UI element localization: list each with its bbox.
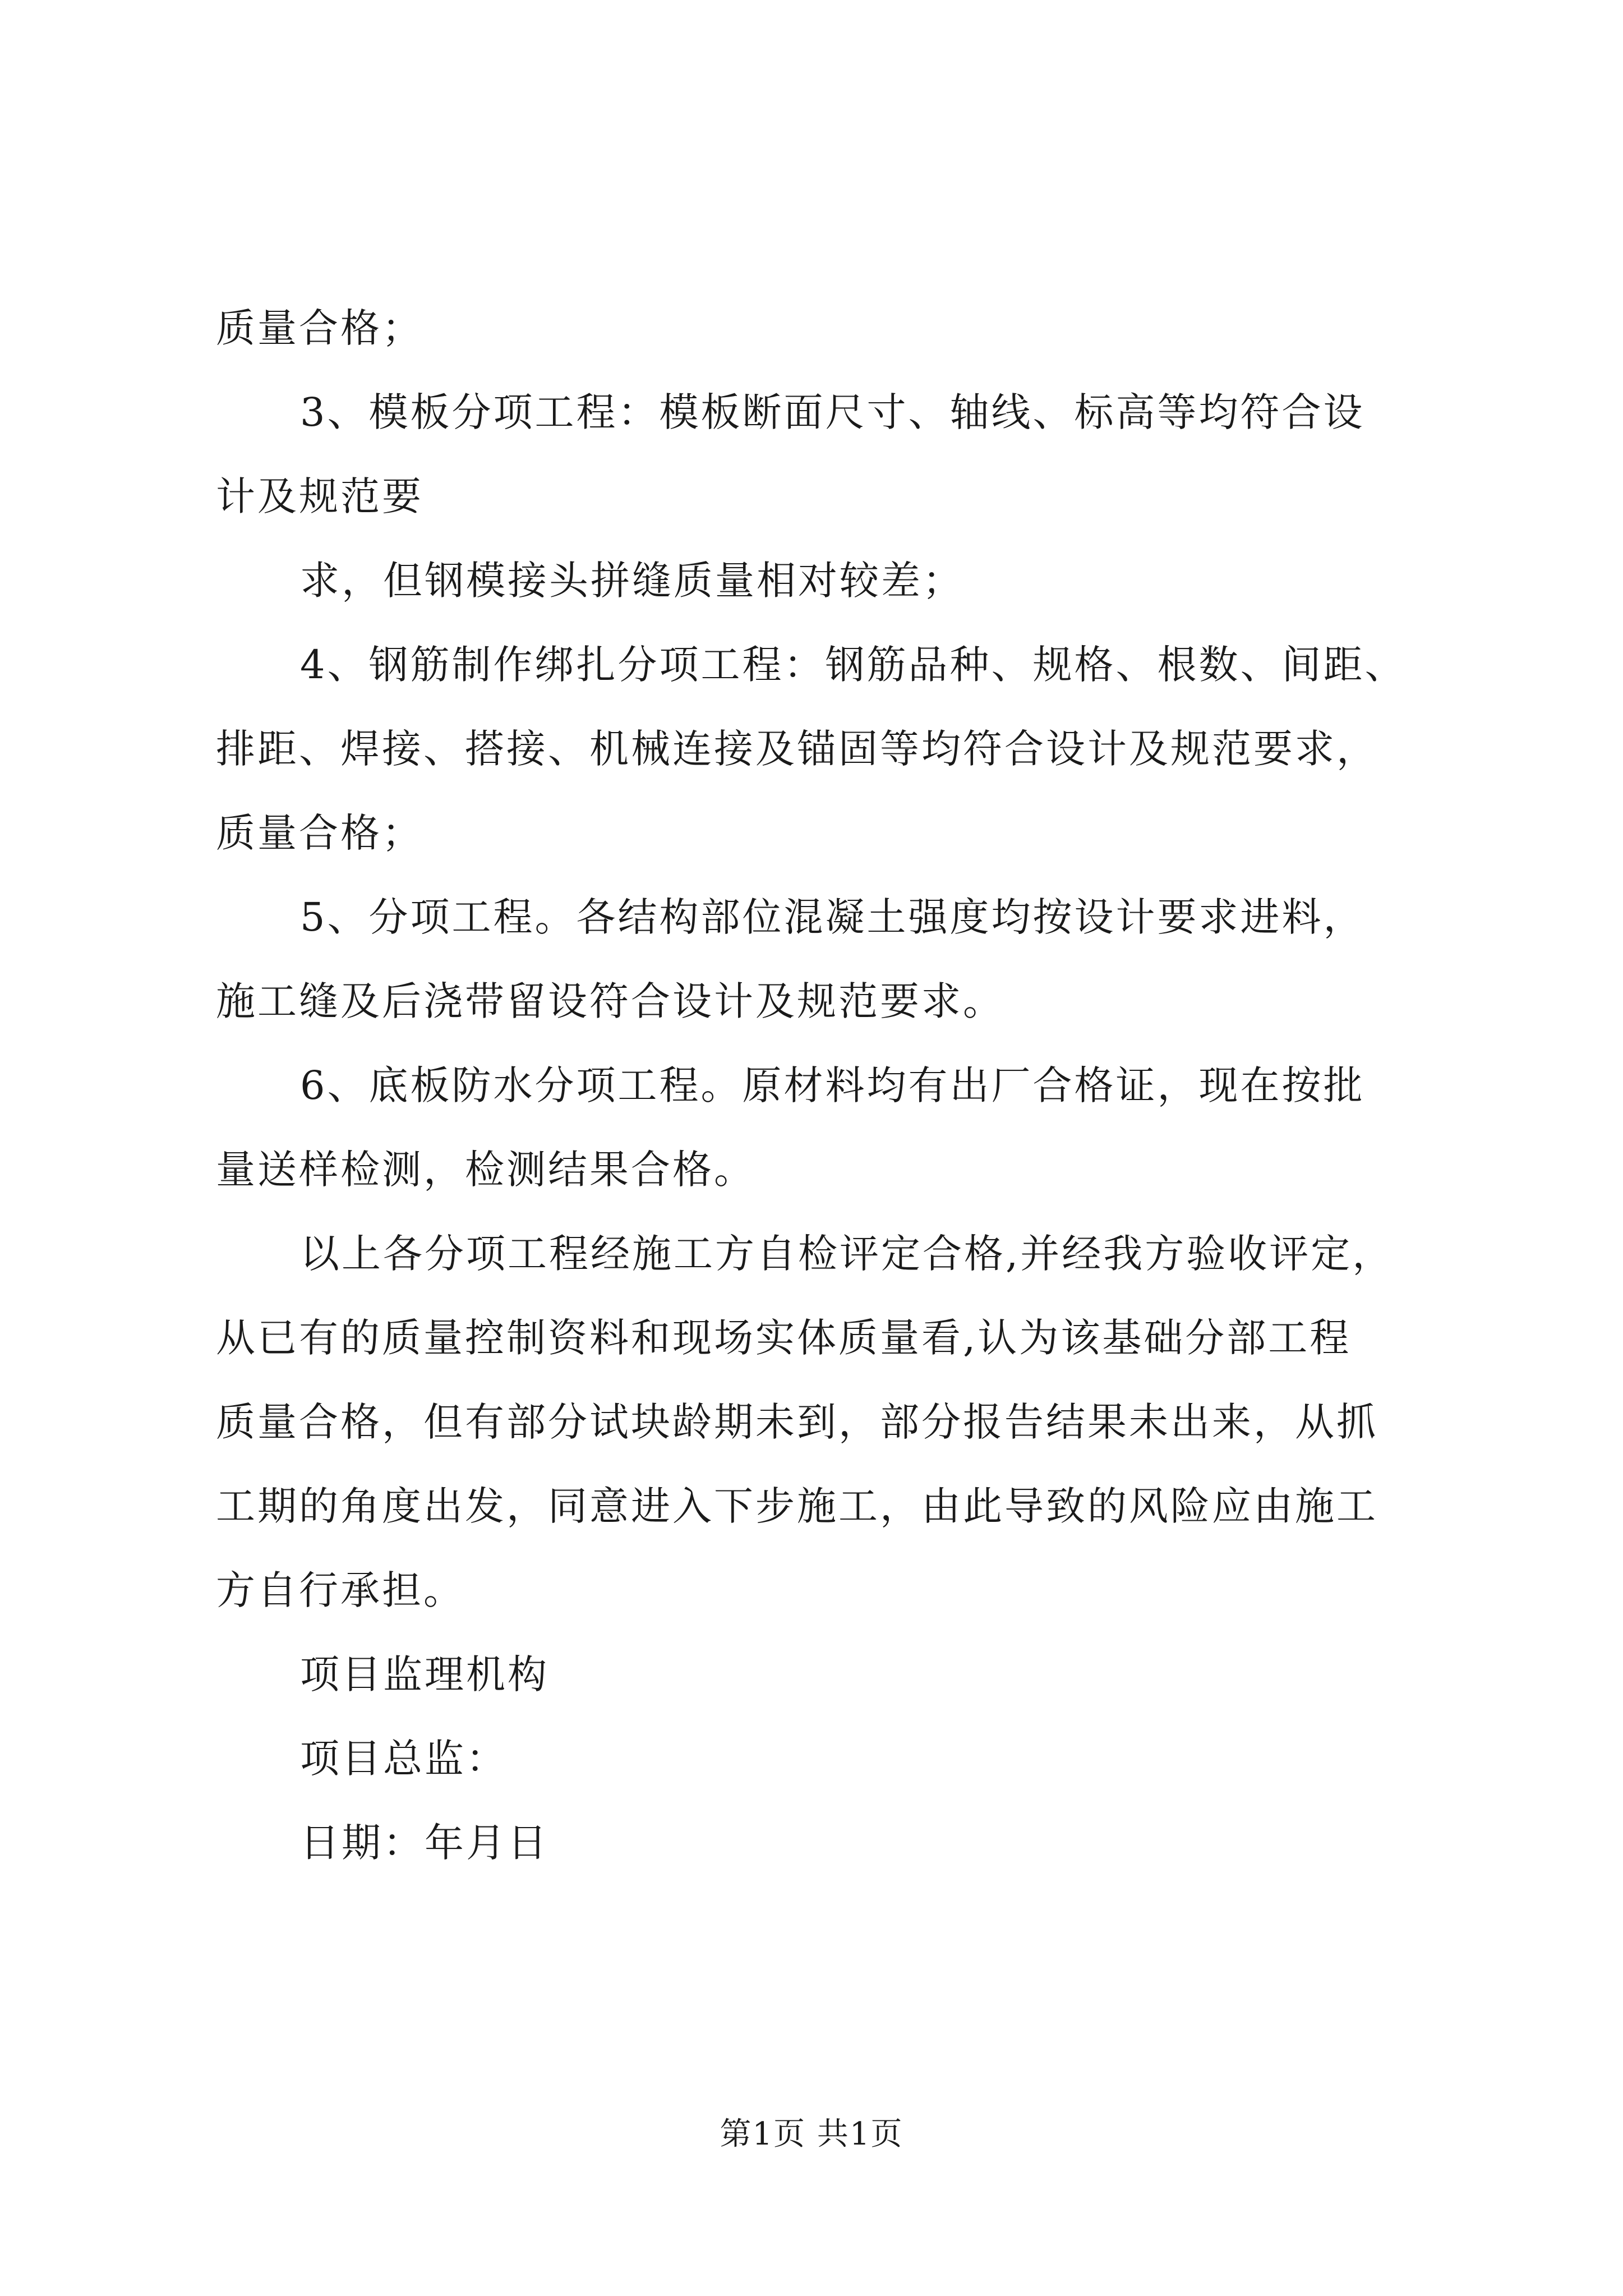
text-line: 施工缝及后浇带留设符合设计及规范要求。	[216, 978, 1004, 1024]
signature-director: 项目总监：	[300, 1736, 508, 1782]
document-body	[216, 286, 1438, 1885]
text-line: 质量合格，但有部分试块龄期未到，部分报告结果未出来，从抓	[216, 1399, 1378, 1445]
text-line: 求，但钢模接头拼缝质量相对较差；	[300, 558, 964, 604]
text-line: 质量合格；	[216, 305, 423, 351]
text-line: 方自行承担。	[216, 1567, 465, 1613]
signature-org: 项目监理机构	[300, 1651, 549, 1697]
text-line: 3、模板分项工程：模板断面尺寸、轴线、标高等均符合设	[300, 389, 1365, 435]
text-line: 质量合格；	[216, 810, 423, 856]
text-line: 从已有的质量控制资料和现场实体质量看,认为该基础分部工程	[216, 1315, 1352, 1361]
text-line: 6、底板防水分项工程。原材料均有出厂合格证，现在按批	[300, 1062, 1365, 1108]
text-line: 5、分项工程。各结构部位混凝土强度均按设计要求进料，	[300, 894, 1365, 940]
text-line: 排距、焊接、搭接、机械连接及锚固等均符合设计及规范要求，	[216, 726, 1378, 772]
text-line: 以上各分项工程经施工方自检评定合格,并经我方验收评定，	[300, 1231, 1394, 1277]
page-footer: 第1页 共1页	[720, 2116, 903, 2152]
signature-date: 日期：年月日	[300, 1820, 549, 1866]
text-line: 工期的角度出发，同意进入下步施工，由此导致的风险应由施工	[216, 1483, 1378, 1529]
text-line: 量送样检测，检测结果合格。	[216, 1147, 755, 1193]
text-line: 计及规范要	[216, 473, 423, 519]
text-line: 4、钢筋制作绑扎分项工程：钢筋品种、规格、根数、间距、	[300, 642, 1407, 688]
